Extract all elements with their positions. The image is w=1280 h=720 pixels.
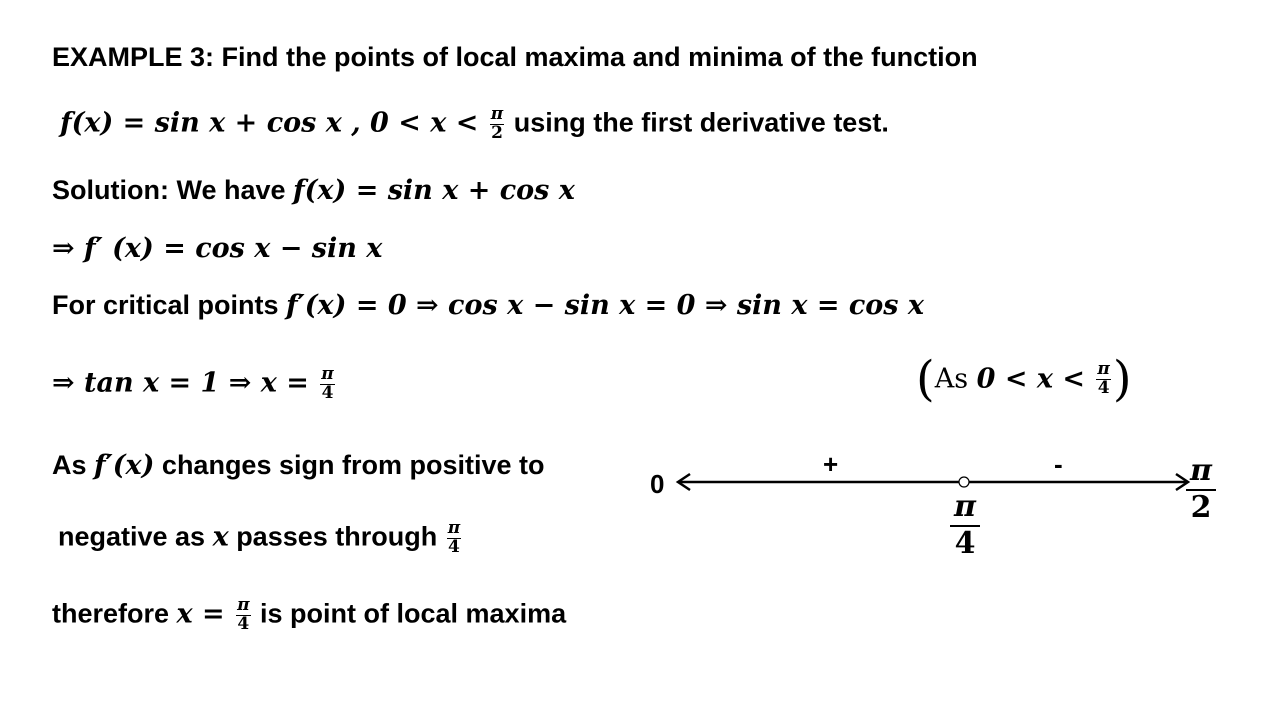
negative-sign: - [1054,449,1063,479]
conclusion-3-prefix: therefore [52,598,177,629]
tan-frac-den: 4 [321,382,334,403]
tan-fraction [320,366,334,403]
statement-fraction [490,106,504,143]
conclusion-1-suffix: changes sign from positive to [154,450,545,480]
conclusion-3-frac-den: 4 [237,613,250,634]
conclusion-1-prefix: As [52,450,95,480]
conclusion-3-fraction [236,597,250,634]
conclusion-2-fraction [447,520,461,557]
example-heading [52,44,978,71]
statement-frac-num: π [490,104,504,124]
conclusion-2-math: x [212,521,229,553]
solution-function: f(x) = sin x + cos x [293,175,575,206]
derivative-line [52,235,382,262]
conclusion-2-frac-den: 4 [448,536,460,557]
conclusion-2-frac-num: π [447,518,461,538]
solution-prefix: Solution: We have [52,175,294,205]
conclusion-1-math: f′(x) [94,450,155,481]
conclusion-line-3 [52,597,566,634]
solution-line [52,177,575,204]
conclusion-line-1 [52,452,545,479]
heading-text: EXAMPLE 3: Find the points of local maxima and minima of the function [52,42,978,72]
tan-line [52,366,337,403]
tan-expression: ⇒ tan x = 1 ⇒ x = [52,367,319,399]
mid-label-num: π [950,490,980,527]
mid-label-den: 4 [954,525,976,561]
critical-point-marker [959,477,969,487]
conclusion-3-frac-num: π [237,595,250,615]
condition-frac-num: π [1097,358,1110,379]
conclusion-3-suffix: is point of local maxima [252,598,567,629]
condition-frac-den: 4 [1097,377,1110,398]
left-arrowhead [678,474,690,490]
positive-sign: + [823,449,839,479]
derivative-expression: ⇒ f′ (x) = cos x − sin x [52,233,383,264]
critical-points-line [52,292,924,319]
condition-expression: 0 < x < [976,363,1095,395]
problem-statement [60,106,889,143]
condition-as: As [934,363,977,395]
conclusion-2-suffix: passes through [228,521,445,552]
statement-tail: using the first derivative test. [506,107,889,138]
conclusion-3-math: x = [176,598,235,630]
number-line-right-label [1186,454,1216,525]
open-paren: ( [916,351,935,407]
tan-frac-num: π [321,364,334,384]
conclusion-2-prefix: negative as [58,521,213,552]
critical-prefix: For critical points [52,290,287,320]
number-line-mid-label [950,490,980,561]
conclusion-line-2 [58,520,463,557]
right-label-den: 2 [1190,489,1212,525]
number-line-left-label: 0 [650,469,665,499]
domain-condition [916,351,1132,407]
critical-expression: f′(x) = 0 ⇒ cos x − sin x = 0 ⇒ sin x = cos x [286,290,925,321]
statement-function: f(x) = sin x + cos x , 0 < x < [60,107,488,139]
statement-frac-den: 2 [491,122,503,143]
condition-fraction [1096,358,1110,398]
right-label-num: π [1186,454,1216,491]
close-paren: ) [1112,351,1132,407]
